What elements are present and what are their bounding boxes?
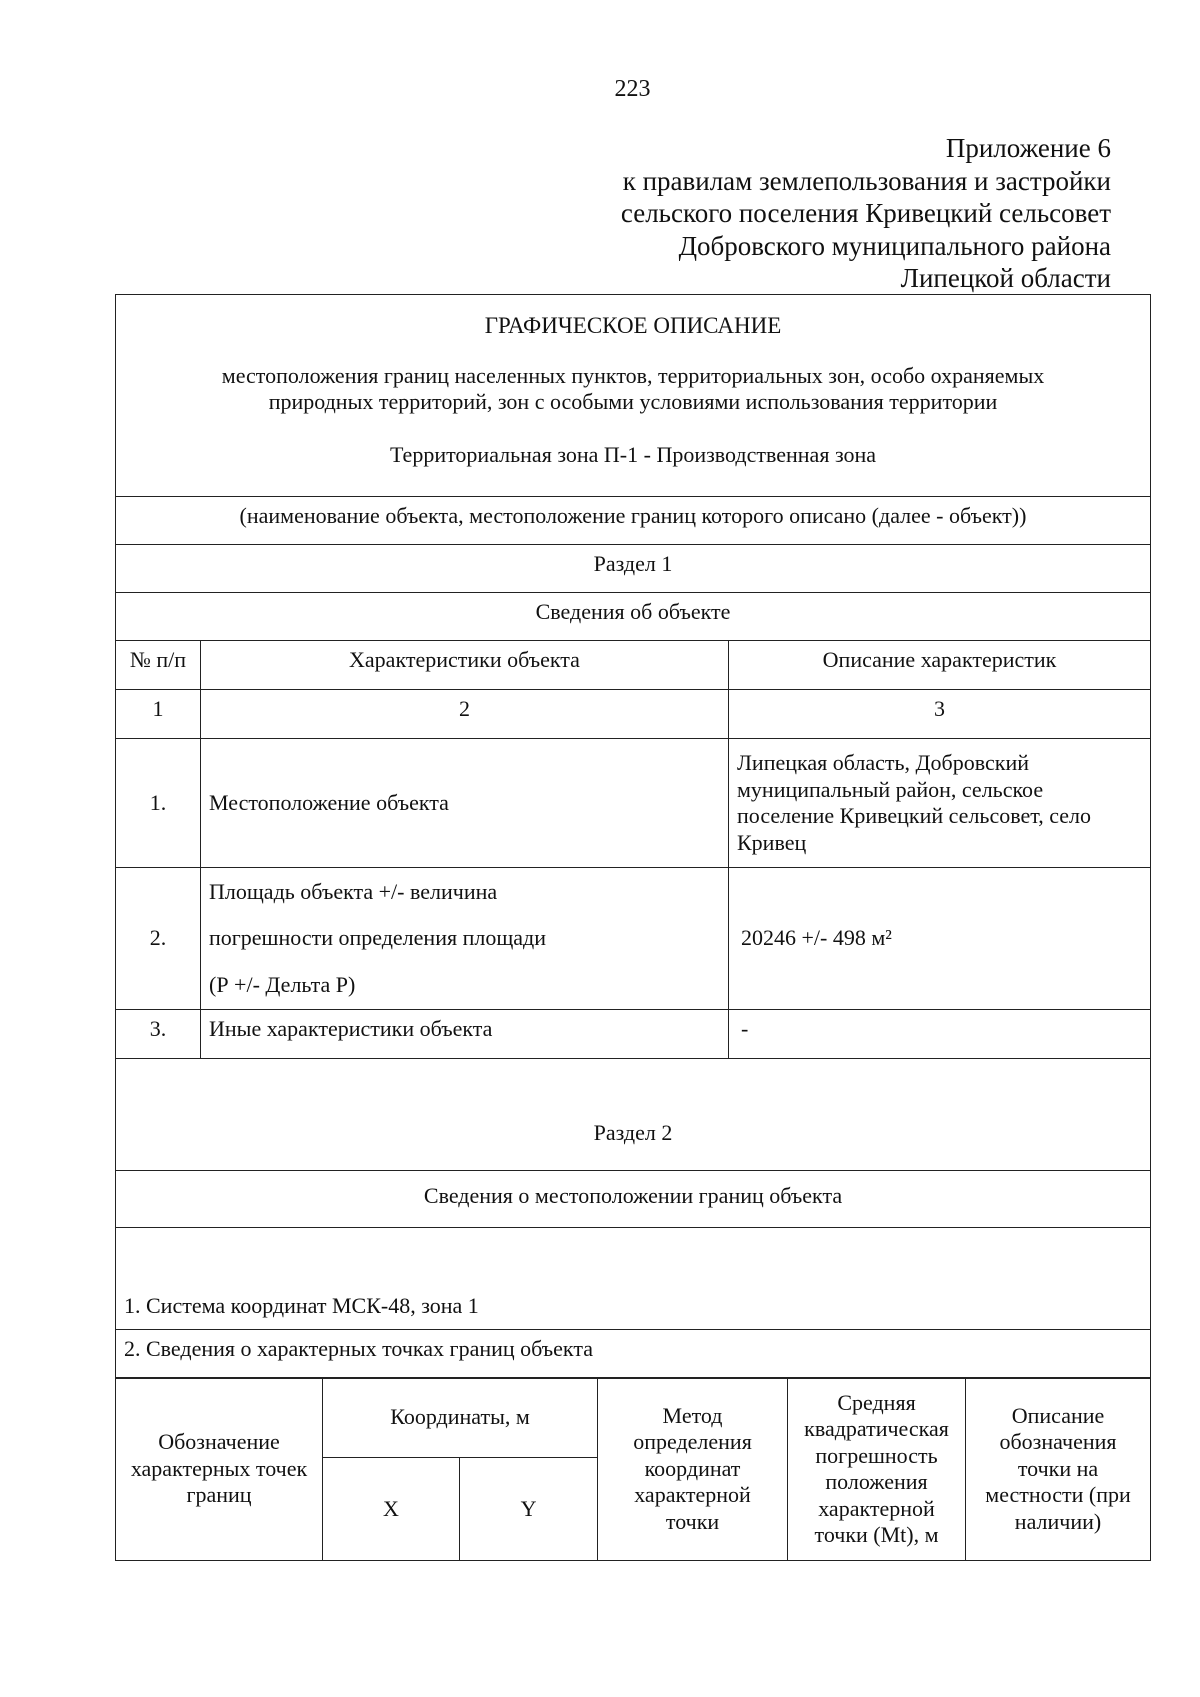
document-title-cell bbox=[116, 295, 1151, 497]
row-number: 1. bbox=[116, 739, 201, 868]
characteristic-line: (Р +/- Дельта Р) bbox=[209, 971, 356, 997]
coordinate-system: 1. Система координат МСК-48, зона 1 bbox=[116, 1228, 1151, 1330]
document-title: ГРАФИЧЕСКОЕ ОПИСАНИЕ bbox=[484, 313, 782, 338]
column-number: 3 bbox=[729, 690, 1151, 739]
header-description: Описание характеристик bbox=[729, 641, 1151, 690]
purpose-line: местоположения границ населенных пунктов, территориальных зон, особо охраняемых bbox=[221, 362, 1045, 388]
row-number: 2. bbox=[116, 868, 201, 1010]
header-y: Y bbox=[460, 1458, 598, 1561]
row-number: 3. bbox=[116, 1010, 201, 1059]
page-number: 223 bbox=[614, 76, 651, 102]
row-description: Липецкая область, Добровский муниципальный район, сельское поселение Кривецкий сельсовет, село Кривец bbox=[729, 739, 1151, 868]
document-purpose bbox=[124, 363, 1142, 416]
section1-title: Раздел 1 bbox=[116, 545, 1151, 593]
purpose-line: природных территорий, зон с особыми условиями использования территории bbox=[268, 389, 998, 414]
appendix-line: Добровского муниципального района bbox=[678, 230, 1111, 261]
section2-subtitle: Сведения о местоположении границ объекта bbox=[116, 1171, 1151, 1228]
header-point-description: Описание обозначения точки на местности (при наличии) bbox=[966, 1378, 1151, 1561]
header-characteristic: Характеристики объекта bbox=[201, 641, 729, 690]
row-characteristic: Местоположение объекта bbox=[201, 739, 729, 868]
characteristic-line: погрешности определения площади bbox=[209, 925, 547, 951]
appendix-header bbox=[621, 132, 1111, 295]
row-characteristic bbox=[201, 868, 729, 1010]
object-info-table bbox=[115, 294, 1151, 1379]
row-description: 20246 +/- 498 м² bbox=[729, 868, 1151, 1010]
column-number: 1 bbox=[116, 690, 201, 739]
characteristic-line: Площадь объекта +/- величина bbox=[209, 878, 498, 904]
header-method: Метод определения координат характерной точки bbox=[598, 1378, 788, 1561]
appendix-line: сельского поселения Кривецкий сельсовет bbox=[620, 198, 1111, 228]
appendix-line: Липецкой области bbox=[900, 263, 1111, 293]
header-number: № п/п bbox=[116, 641, 201, 690]
row-description: - bbox=[729, 1010, 1151, 1059]
boundary-points-table bbox=[115, 1377, 1151, 1561]
object-caption: (наименование объекта, местоположение границ которого описано (далее - объект)) bbox=[116, 497, 1151, 545]
row-characteristic: Иные характеристики объекта bbox=[201, 1010, 729, 1059]
header-point-designation: Обозначение характерных точек границ bbox=[116, 1378, 323, 1561]
section1-subtitle: Сведения об объекте bbox=[116, 593, 1151, 641]
points-caption: 2. Сведения о характерных точках границ объекта bbox=[116, 1330, 1151, 1379]
header-mean-error: Средняя квадратическая погрешность положения характерной точки (Mt), м bbox=[788, 1378, 966, 1561]
header-x: X bbox=[323, 1458, 460, 1561]
appendix-line: к правилам землепользования и застройки bbox=[622, 165, 1111, 196]
column-number: 2 bbox=[201, 690, 729, 739]
zone-name: Территориальная зона П-1 - Производственная зона bbox=[389, 441, 877, 467]
section2-title: Раздел 2 bbox=[116, 1059, 1151, 1171]
appendix-line: Приложение 6 bbox=[945, 133, 1111, 163]
header-coordinates: Координаты, м bbox=[323, 1378, 598, 1458]
